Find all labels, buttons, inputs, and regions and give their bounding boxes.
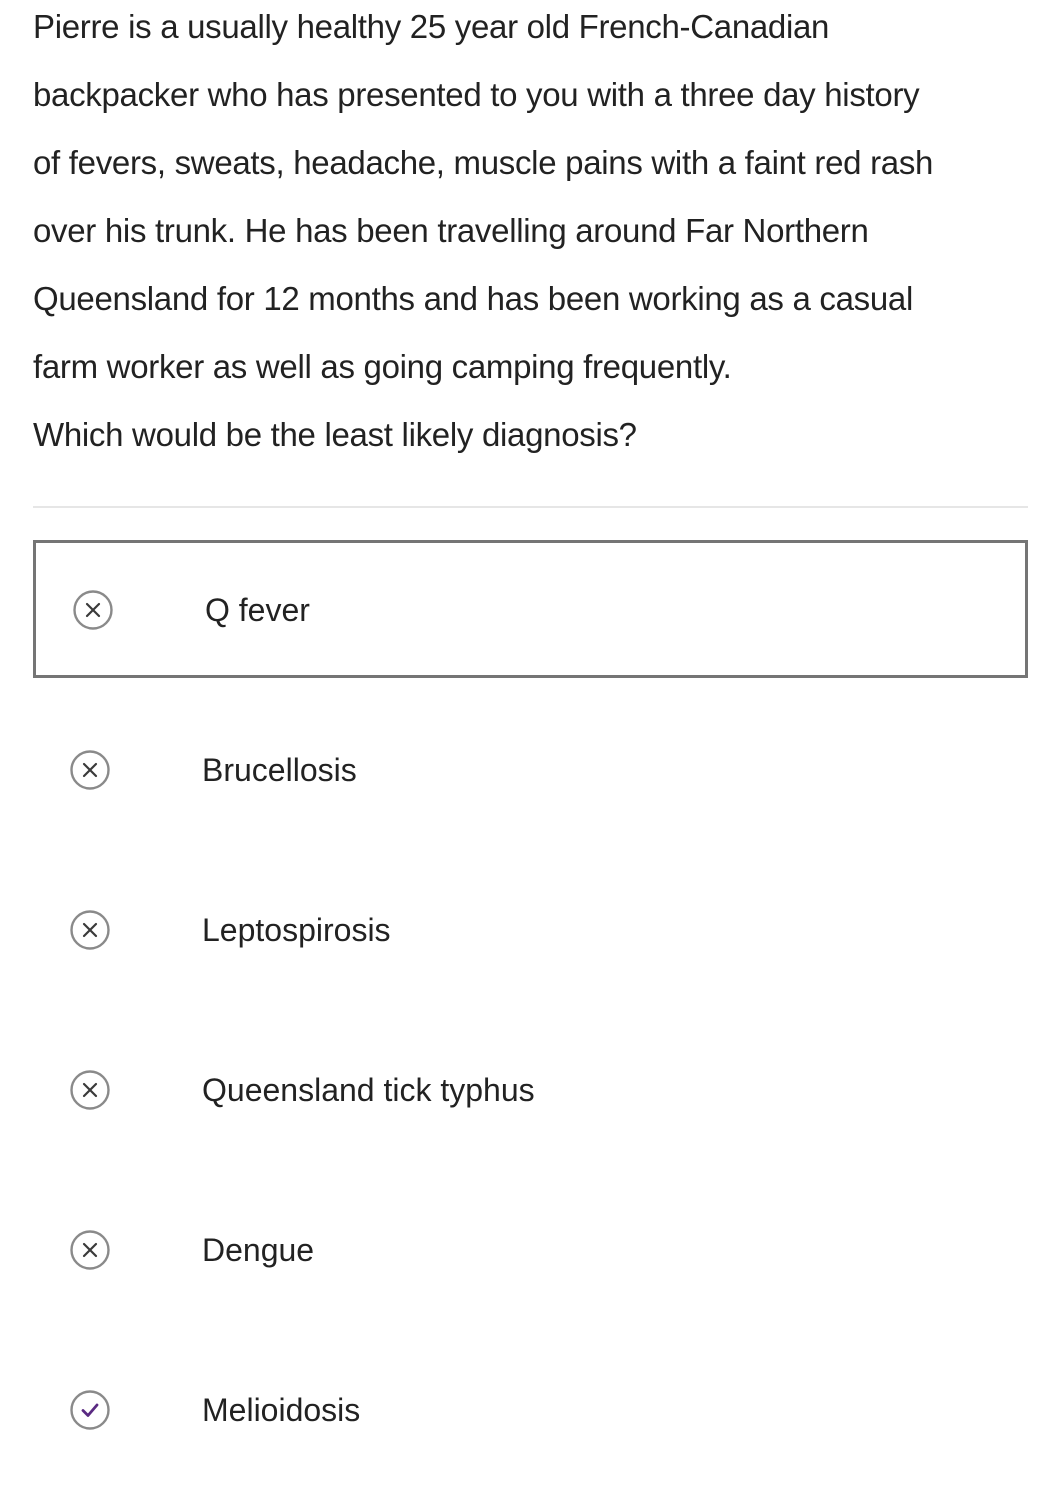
answer-option-label: Queensland tick typhus bbox=[202, 1072, 535, 1108]
answer-option-label: Brucellosis bbox=[202, 752, 357, 788]
answer-option-label: Dengue bbox=[202, 1232, 315, 1268]
answer-option-leptospirosis[interactable] bbox=[33, 860, 1028, 1020]
question-line: Pierre is a usually healthy 25 year old French-Canadian bbox=[33, 8, 830, 45]
answer-option-label: Melioidosis bbox=[202, 1392, 361, 1428]
incorrect-x-icon bbox=[70, 910, 110, 950]
incorrect-x-icon bbox=[70, 1070, 110, 1110]
answer-option-dengue[interactable] bbox=[33, 1180, 1028, 1340]
question-prompt: Which would be the least likely diagnosis? bbox=[33, 416, 637, 453]
answer-option-queensland-tick-typhus[interactable] bbox=[33, 1020, 1028, 1180]
question-text bbox=[33, 0, 1023, 476]
answer-option-brucellosis[interactable] bbox=[33, 700, 1028, 860]
question-line: Queensland for 12 months and has been working as a casual bbox=[33, 280, 913, 317]
question-line: over his trunk. He has been travelling around Far Northern bbox=[33, 212, 869, 249]
question-line: farm worker as well as going camping frequently. bbox=[33, 348, 732, 385]
incorrect-x-icon bbox=[70, 1230, 110, 1270]
divider bbox=[33, 506, 1028, 508]
answer-option-melioidosis[interactable] bbox=[33, 1340, 1028, 1500]
answer-option-label: Q fever bbox=[205, 592, 310, 628]
question-line: of fevers, sweats, headache, muscle pains with a faint red rash bbox=[33, 144, 934, 181]
incorrect-x-icon bbox=[70, 750, 110, 790]
incorrect-x-icon bbox=[73, 590, 113, 630]
correct-check-icon bbox=[70, 1390, 110, 1430]
answer-option-q-fever[interactable] bbox=[33, 540, 1028, 678]
answer-options bbox=[33, 540, 1028, 1500]
question-line: backpacker who has presented to you with a three day history bbox=[33, 76, 920, 113]
answer-option-label: Leptospirosis bbox=[202, 912, 391, 948]
